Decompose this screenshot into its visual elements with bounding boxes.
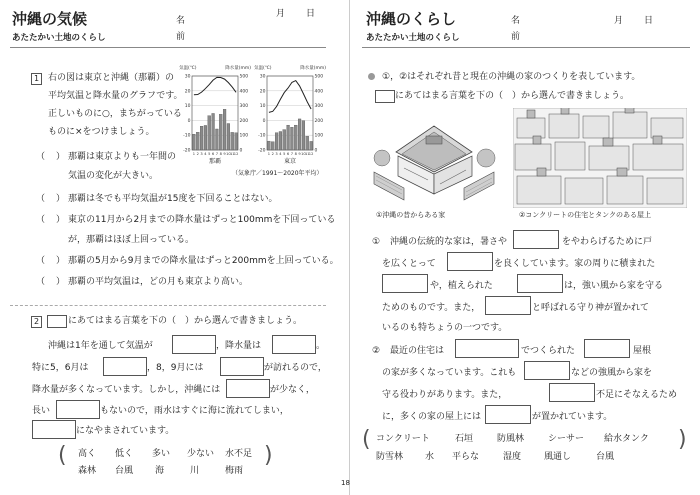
y-tick-label-right: 100 [314,133,324,139]
p1-text: を良くしています。家の周りに積まれた [494,259,656,269]
answer-paren-open: （ [36,152,46,162]
p2-text: 屋根 [633,346,652,356]
precipitation-bar [302,121,305,150]
legend-box [375,90,395,103]
choice-word: シーサー [548,434,585,444]
p2-text: などの強風から家を [571,368,653,378]
choice-word: 高く [78,449,97,459]
x-tick-label: 11 [229,152,235,156]
answer-blank[interactable] [56,400,100,419]
p1-text: は，強い風から家を守る [564,281,664,291]
x-tick-label: 6 [286,152,290,156]
y-tick-label-right: 100 [239,133,249,139]
q1-line-3: 正しいものに○，まちがっている [48,109,182,119]
page-gutter [349,0,350,495]
traditional-house-illustration [368,110,500,208]
day-label: 日 [306,9,316,19]
q1-line-1: 右の図は東京と沖縄（那覇）の [48,73,175,83]
x-tick-label: 8 [219,152,222,156]
p2-number: ② [372,346,381,356]
precipitation-bar [275,133,278,150]
y-tick-label-left: -10 [183,133,191,139]
q2-number: 2 [31,316,42,328]
section-divider [10,305,326,306]
caption-2: ②コンクリートの住宅とタンクのある屋上 [519,211,651,219]
caption-1: ①沖縄の昔からある家 [376,211,446,219]
y-tick-label-left: 10 [259,104,266,110]
x-tick-label: 4 [279,152,282,156]
choices-bracket-left: ( [362,427,371,452]
q2-text: 降水量が多くなっています。しかし，沖縄には [32,385,221,395]
x-tick-label: 9 [223,152,226,156]
x-tick-label: 8 [294,152,297,156]
x-tick-label: 10 [301,152,306,156]
q1-item-text: 那覇は東京よりも一年間の [68,152,177,162]
chart-tokyo [253,64,327,176]
choice-word: 防風林 [497,434,525,444]
choice-word: 給水タンク [604,434,649,444]
p1-text: いるのも特ちょうの一つです。 [382,323,508,333]
y-axis-label-right: 降水量(mm) [300,66,326,71]
choice-word: 多い [152,449,171,459]
precipitation-bar [223,109,226,150]
precipitation-bar [216,129,219,150]
choice-word: 平らな [452,452,480,462]
answer-blank[interactable] [382,274,428,293]
choice-word: コンクリート [376,434,430,444]
x-tick-label: 11 [304,152,310,156]
x-tick-label: 5 [283,152,286,156]
p1-text: ためのものです。また， [382,303,481,313]
answer-paren-open: （ [36,256,46,266]
p2-text: でつくられた [521,346,576,356]
x-tick-label: 2 [196,152,199,156]
x-tick-label: 9 [298,152,301,156]
y-tick-label-left: 30 [184,74,191,80]
choice-word: 湿度 [503,452,522,462]
answer-blank[interactable] [103,357,147,376]
q2-text: が訪れるので， [264,363,327,373]
q2-text: 特に5，6月は [32,363,89,373]
choice-word: 防雪林 [376,452,404,462]
y-tick-label-right: 0 [314,148,318,154]
x-tick-label: 10 [226,152,231,156]
precipitation-bar [287,125,290,150]
choice-word: 梅雨 [225,466,244,476]
p2-text: に，多くの家の屋上には [382,412,482,422]
precipitation-bar [227,124,230,150]
q1-line-2: 平均気温と降水量のグラフです。 [48,91,183,101]
right-subtitle: あたたかい土地のくらし [366,33,460,43]
q2-text: が少なく， [270,385,315,395]
name-label-bottom: 前 [176,32,186,42]
choice-word: 台風 [115,466,134,476]
answer-blank[interactable] [549,383,595,402]
choice-word: 少ない [187,449,215,459]
temperature-line [194,77,236,94]
y-tick-label-left: 0 [187,118,191,124]
p1-number: ① [372,237,381,247]
y-tick-label-left: -20 [183,148,191,154]
choices-bracket-left: ( [58,443,67,468]
q1-item-text: 那覇の平均気温は，どの月も東京より高い。 [68,277,249,287]
x-tick-label: 12 [233,152,239,156]
q2-text: ，降水量は [216,341,262,351]
choice-word: 石垣 [455,434,474,444]
legend-box [47,315,67,328]
y-tick-label-right: 400 [239,89,249,95]
q2-text: 。 [316,341,326,351]
q2-text: になやまされています。 [76,426,175,436]
p1-text: をやわらげるために戸 [562,237,653,247]
choice-word: 台風 [596,452,615,462]
precipitation-bar [200,126,203,150]
chart-naha [178,64,252,176]
y-tick-label-left: 0 [262,118,266,124]
precipitation-bar [231,132,234,150]
right-intro: ①，②はそれぞれ昔と現在の沖縄の家のつくりを表しています。 [382,72,641,82]
answer-blank[interactable] [524,361,570,380]
right-instruction: にあてはまる言葉を下の（ ）から選んで書きましょう。 [395,91,630,101]
name-label-top: 名 [511,16,521,26]
precipitation-bar [204,125,207,150]
name-label-bottom: 前 [511,32,521,42]
p2-text: 守る役わりがあります。また， [382,390,508,400]
x-tick-label: 4 [204,152,207,156]
answer-blank[interactable] [32,420,76,439]
y-tick-label-left: 20 [259,89,266,95]
precipitation-bar [208,116,211,150]
x-tick-label: 2 [271,152,274,156]
month-label: 月 [614,16,624,26]
x-tick-label: 5 [208,152,211,156]
y-axis-label-left: 気温(℃) [179,66,197,71]
choices-bracket-right: ) [678,427,687,452]
x-tick-label: 1 [192,152,196,156]
precipitation-bar [271,142,274,150]
answer-paren-close: ） [56,215,66,225]
precipitation-bar [306,136,309,150]
answer-blank[interactable] [513,230,559,249]
precipitation-bar [294,125,297,150]
p2-text: 不足にそなえるため [596,390,678,400]
chart-title: 東京 [283,158,297,165]
p1-text: を広くとって [382,259,436,269]
precipitation-bar [298,119,301,150]
precipitation-bar [235,133,238,150]
answer-paren-close: ） [56,277,66,287]
chart-title: 那覇 [208,158,222,165]
y-axis-label-left: 気温(℃) [254,66,272,71]
x-tick-label: 3 [275,152,278,156]
answer-blank[interactable] [485,296,531,315]
precipitation-bar [310,141,313,150]
q2-text: 長い [32,406,51,416]
answer-blank[interactable] [447,252,493,271]
x-tick-label: 7 [215,152,219,156]
q1-item-text-cont: が，那覇はほぼ上回っている。 [68,235,195,245]
answer-paren-open: （ [36,277,46,287]
answer-blank[interactable] [220,357,264,376]
month-label: 月 [276,9,286,19]
y-tick-label-left: -20 [258,148,266,154]
x-tick-label: 3 [200,152,203,156]
y-tick-label-right: 500 [314,74,324,80]
p1-text: と呼ばれる守り神が置かれて [532,303,650,313]
precipitation-bar [196,132,199,150]
answer-blank[interactable] [226,379,270,398]
bullet-icon [368,73,375,80]
precipitation-bar [283,130,286,150]
answer-blank[interactable] [172,335,216,354]
q1-item-text-cont: 気温の変化が大きい。 [68,171,159,181]
x-tick-label: 12 [308,152,314,156]
answer-blank[interactable] [485,405,531,424]
answer-paren-open: （ [36,215,46,225]
answer-paren-close: ） [56,194,66,204]
precipitation-bar [219,114,222,150]
y-tick-label-left: 10 [184,104,191,110]
left-subtitle: あたたかい土地のくらし [12,33,106,43]
chart-source: （気象庁／1991〜2020年平均） [232,170,323,177]
p1-text: や，植えられた [430,281,493,291]
left-title: 沖縄の気候 [12,10,88,28]
p2-text: が置かれています。 [532,412,613,422]
page-number: 18 [341,479,350,487]
q1-number: 1 [31,73,42,85]
name-label-top: 名 [176,16,186,26]
p2-text: 最近の住宅は [390,346,445,356]
q2-instruction: にあてはまる言葉を下の（ ）から選んで書きましょう。 [68,316,303,326]
right-title: 沖縄のくらし [366,10,457,28]
precipitation-bar [268,141,271,150]
q1-item-text: 那覇は冬でも平均気温が15度を下回ることはない。 [68,194,278,204]
y-tick-label-right: 200 [239,118,249,124]
choices-bracket-right: ) [264,443,273,468]
x-tick-label: 1 [267,152,271,156]
precipitation-bar [291,127,294,150]
y-tick-label-left: 20 [184,89,191,95]
day-label: 日 [644,16,654,26]
q2-text: ，8，9月には [147,363,204,373]
header-divider [362,47,690,48]
y-tick-label-right: 400 [314,89,324,95]
choice-word: 海 [155,466,165,476]
p1-text: 沖縄の伝統的な家は，暑さや [390,237,508,247]
answer-blank[interactable] [584,339,630,358]
choice-word: 川 [190,466,200,476]
answer-paren-close: ） [56,256,66,266]
temperature-line [269,81,311,113]
choice-word: 風通し [544,452,572,462]
y-tick-label-right: 500 [239,74,249,80]
q1-item-text: 那覇の5月から9月までの降水量はずっと200mmを上回っている。 [68,256,339,266]
y-tick-label-left: 30 [259,74,266,80]
choice-word: 水 [425,452,435,462]
y-tick-label-right: 0 [239,148,243,154]
p2-text: の家が多くなっています。これも [382,368,517,378]
y-tick-label-right: 200 [314,118,324,124]
precipitation-bar [279,132,282,151]
header-divider [10,47,326,48]
y-tick-label-left: -10 [258,133,266,139]
q1-line-4: ものに×をつけましょう。 [48,127,155,137]
choice-word: 水不足 [225,449,253,459]
answer-blank[interactable] [517,274,563,293]
modern-houses-illustration [513,108,687,208]
precipitation-bar [193,134,196,150]
y-axis-label-right: 降水量(mm) [225,66,251,71]
answer-blank[interactable] [272,335,316,354]
q2-text: 沖縄は1年を通して気温が [48,341,153,351]
y-tick-label-right: 300 [314,104,324,110]
q2-text: もないので，雨水はすぐに海に流れてしまい， [100,406,289,416]
x-tick-label: 7 [290,152,294,156]
x-tick-label: 6 [211,152,215,156]
choice-word: 森林 [78,466,97,476]
answer-paren-open: （ [36,194,46,204]
choice-word: 低く [115,449,134,459]
precipitation-bar [212,113,215,150]
answer-paren-close: ） [56,152,66,162]
q1-item-text: 東京の11月から2月までの降水量はずっと100mmを下回っている [68,215,336,225]
y-tick-label-right: 300 [239,104,249,110]
answer-blank[interactable] [455,339,519,358]
